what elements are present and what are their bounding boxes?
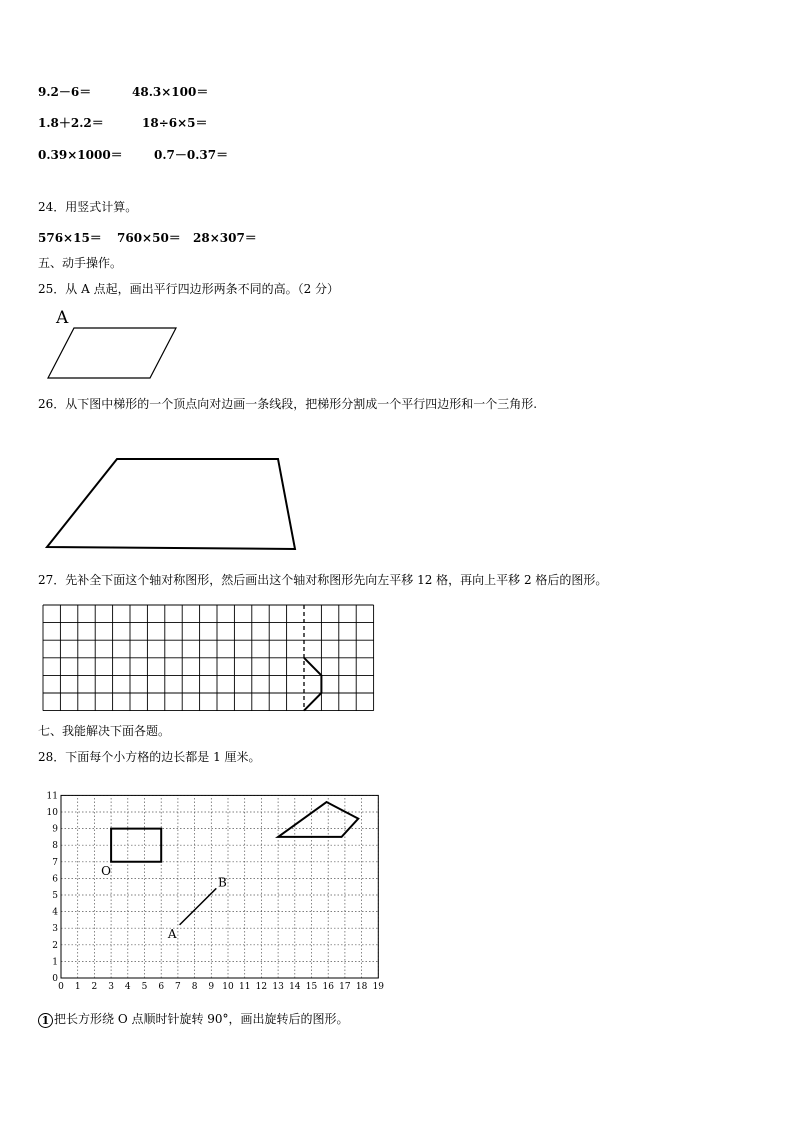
y-tick-label: 2 xyxy=(52,940,58,951)
calc-item: 9.2－6＝ xyxy=(38,85,92,99)
section-5-heading: 五、动手操作。 xyxy=(38,256,123,270)
y-tick-label: 10 xyxy=(46,808,58,818)
x-tick-label: 5 xyxy=(141,982,148,992)
x-tick-label: 13 xyxy=(272,982,284,992)
half-figure xyxy=(304,658,321,711)
question-24-title: 24．用竖式计算。 xyxy=(38,200,138,214)
question-27-title: 27．先补全下面这个轴对称图形，然后画出这个轴对称图形先向左平移 12 格，再向上平移 2 格后的图形。 xyxy=(38,573,608,587)
point-a-label: A xyxy=(56,308,69,328)
y-tick-label: 5 xyxy=(52,891,58,901)
symmetry-grid xyxy=(40,603,380,713)
x-tick-label: 9 xyxy=(208,982,215,992)
x-tick-label: 2 xyxy=(91,982,98,992)
calc-item: 1.8＋2.2＝ xyxy=(38,116,104,130)
point-o-label: O xyxy=(101,864,111,879)
y-tick-label: 8 xyxy=(52,841,58,852)
x-tick-label: 8 xyxy=(191,982,198,992)
calc-item: 0.7－0.37＝ xyxy=(154,148,229,162)
calc-item: 48.3×100＝ xyxy=(132,85,209,99)
question-28-title: 28．下面每个小方格的边长都是 1 厘米。 xyxy=(38,750,261,764)
x-tick-label: 17 xyxy=(339,982,351,992)
coordinate-grid xyxy=(20,780,400,990)
quadrilateral-shape xyxy=(278,802,358,837)
x-tick-label: 15 xyxy=(305,982,318,992)
x-tick-label: 14 xyxy=(289,982,301,992)
rectangle-shape xyxy=(111,829,161,862)
y-tick-label: 11 xyxy=(46,791,58,802)
y-tick-label: 1 xyxy=(52,957,58,968)
x-tick-label: 4 xyxy=(124,982,131,992)
x-tick-label: 0 xyxy=(58,982,64,992)
calc-item: 0.39×1000＝ xyxy=(38,148,123,162)
x-tick-label: 1 xyxy=(74,982,81,992)
x-tick-label: 12 xyxy=(255,982,268,992)
vertical-calc-item: 28×307＝ xyxy=(193,231,257,245)
question-26-title: 26．从下图中梯形的一个顶点向对边画一条线段，把梯形分割成一个平行四边形和一个三角形. xyxy=(38,397,538,411)
subquestion-1 xyxy=(38,1011,349,1028)
y-tick-label: 6 xyxy=(52,874,58,885)
y-tick-label: 4 xyxy=(52,907,58,918)
circled-number: 1 xyxy=(38,1013,53,1028)
x-tick-label: 19 xyxy=(372,982,385,992)
y-tick-label: 0 xyxy=(52,974,58,984)
x-tick-label: 3 xyxy=(108,982,114,992)
point-b-label: B xyxy=(217,875,227,890)
y-tick-label: 3 xyxy=(52,924,58,935)
subquestion-1-text: 把长方形绕 O 点顺时针旋转 90°，画出旋转后的图形。 xyxy=(54,1012,349,1026)
calc-item: 18÷6×5＝ xyxy=(142,116,208,130)
section-7-heading: 七、我能解决下面各题。 xyxy=(38,724,171,738)
x-tick-label: 16 xyxy=(322,982,334,992)
vertical-calc-item: 760×50＝ xyxy=(117,231,181,245)
x-tick-label: 11 xyxy=(238,982,251,992)
question-25-title: 25．从 A 点起，画出平行四边形两条不同的高。（2 分） xyxy=(38,282,340,296)
point-a-label: A xyxy=(167,927,177,942)
x-tick-label: 18 xyxy=(355,982,368,992)
y-tick-label: 9 xyxy=(52,824,58,835)
segment-ab xyxy=(180,888,217,925)
y-tick-label: 7 xyxy=(52,857,58,868)
x-tick-label: 6 xyxy=(158,982,165,992)
x-tick-label: 7 xyxy=(175,982,181,992)
vertical-calc-item: 576×15＝ xyxy=(38,231,102,245)
x-tick-label: 10 xyxy=(222,982,234,992)
